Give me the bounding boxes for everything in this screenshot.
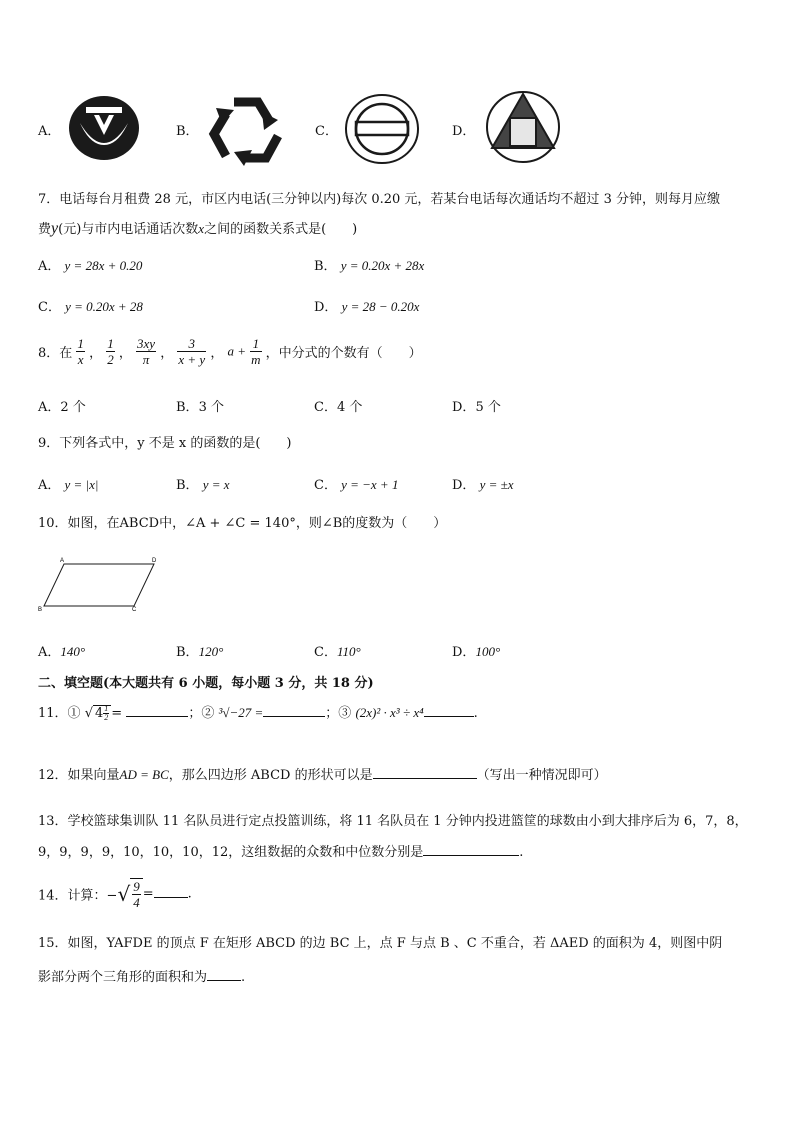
q7-option-a[interactable]: A． y = 28x + 0.20 (38, 258, 143, 274)
q10-parallelogram-figure (38, 556, 160, 612)
q10-point-c: C (132, 607, 137, 612)
q8-fraction-1: $\frac{1}{x}$ (77, 336, 84, 367)
logo-a-icon (66, 93, 142, 163)
q11-radical-1: √ 4 $\frac{1}{2}$ (85, 705, 112, 721)
circle-bar-icon (342, 92, 422, 166)
q8-option-a[interactable]: A．2 个 (38, 400, 86, 415)
q10-option-d[interactable]: D．100° (452, 644, 501, 660)
q10-point-b: B (38, 607, 43, 612)
q8-fraction-2: $\frac{1}{2}$ (107, 336, 114, 367)
q14-fraction: $\frac{9}{4}$ (130, 878, 143, 910)
q8-option-b[interactable]: B．3 个 (176, 400, 224, 415)
q8-option-c[interactable]: C．4 个 (314, 400, 363, 415)
q7-option-d[interactable]: D． y = 28 − 0.20x (314, 299, 420, 315)
q11-blank-2[interactable] (263, 704, 325, 717)
q13-blank[interactable] (423, 843, 519, 856)
triangle-square-icon (484, 88, 562, 164)
q7-stem-line1: 7．电话每台月租费 28 元，市区内电话(三分钟以内)每次 0.20 元，若某台电话每次通话均不超过 3 分钟，则每月应缴 (38, 192, 720, 207)
q13-stem-line2: 9，9，9，9，10，10，10，12，这组数据的众数和中位数分别是 . (38, 845, 524, 860)
q15-stem-line1: 15．如图，YAFDE 的顶点 F 在矩形 ABCD 的边 BC 上，点 F 与点 B 、C 不重合，若 ΔAED 的面积为 4，则图中阴 (38, 936, 723, 951)
q13-stem-line1: 13．学校篮球集训队 11 名队员进行定点投篮训练，将 11 名队员在 1 分钟内投进篮筐的球数由小到大排序后为 6，7，8， (38, 814, 748, 829)
q9-option-b[interactable]: B． y = x (176, 477, 230, 493)
q9-option-c[interactable]: C． y = −x + 1 (314, 477, 399, 493)
q10-option-c[interactable]: C．110° (314, 644, 361, 660)
q8-fraction-5: $\frac{1}{m}$ (251, 336, 261, 367)
option-b-label: B． (176, 124, 199, 139)
q8-fraction-4: $\frac{3}{x + y}$ (178, 336, 206, 367)
q12-blank[interactable] (373, 766, 477, 779)
option-a-label: A． (38, 124, 61, 139)
q10-point-d: D (152, 558, 157, 564)
q9-option-d[interactable]: D． y = ±x (452, 477, 514, 493)
q11-blank-3[interactable] (424, 704, 474, 717)
q10-option-a[interactable]: A．140° (38, 644, 86, 660)
q10-point-a: A (60, 558, 65, 564)
q11-stem: 11．① √ 4 $\frac{1}{2}$ = ；② ³√−27 = ；③ (2x)² · x³ ÷ x⁴ . (38, 704, 478, 722)
q10-option-b[interactable]: B．120° (176, 644, 224, 660)
q10-stem: 10．如图，在ABCD中，∠A + ∠C = 140°，则∠B的度数为（ ） (38, 516, 447, 531)
option-d-label: D． (452, 124, 476, 139)
q7-option-b[interactable]: B． y = 0.20x + 28x (314, 258, 425, 274)
q12-stem: 12．如果向量AD = BC，那么四边形 ABCD 的形状可以是 （写出一种情况即可） (38, 767, 607, 783)
q9-option-a[interactable]: A． y = |x| (38, 477, 99, 493)
q8-stem: 8．在 $\frac{1}{x}$ ， $\frac{1}{2}$ ， $\frac{3xy}{\pi}$ ， $\frac{3}{x + y}$ ， a + $\frac{1}{m}$ ，中分式的个数有（ ） (38, 336, 422, 367)
q14-stem: 14．计算：−√ $\frac{9}{4}$ = . (38, 879, 192, 910)
q8-option-d[interactable]: D．5 个 (452, 400, 501, 415)
option-c-label: C． (315, 124, 338, 139)
q9-stem: 9．下列各式中，y 不是 x 的函数的是( ) (38, 436, 292, 451)
q14-blank[interactable] (154, 885, 188, 898)
q7-option-c[interactable]: C． y = 0.20x + 28 (38, 299, 143, 315)
section-2-heading: 二、填空题(本大题共有 6 小题，每小题 3 分，共 18 分) (38, 676, 374, 691)
vector-equation: AD = BC (119, 767, 169, 782)
q11-blank-1[interactable] (126, 704, 188, 717)
q15-blank[interactable] (207, 968, 241, 981)
recycle-icon (204, 88, 288, 166)
q8-fraction-3: $\frac{3xy}{\pi}$ (137, 336, 156, 367)
q7-stem-line2: 费y(元)与市内电话通话次数x之间的函数关系式是( ) (38, 220, 358, 237)
q15-stem-line2: 影部分两个三角形的面积和为 . (38, 970, 246, 985)
